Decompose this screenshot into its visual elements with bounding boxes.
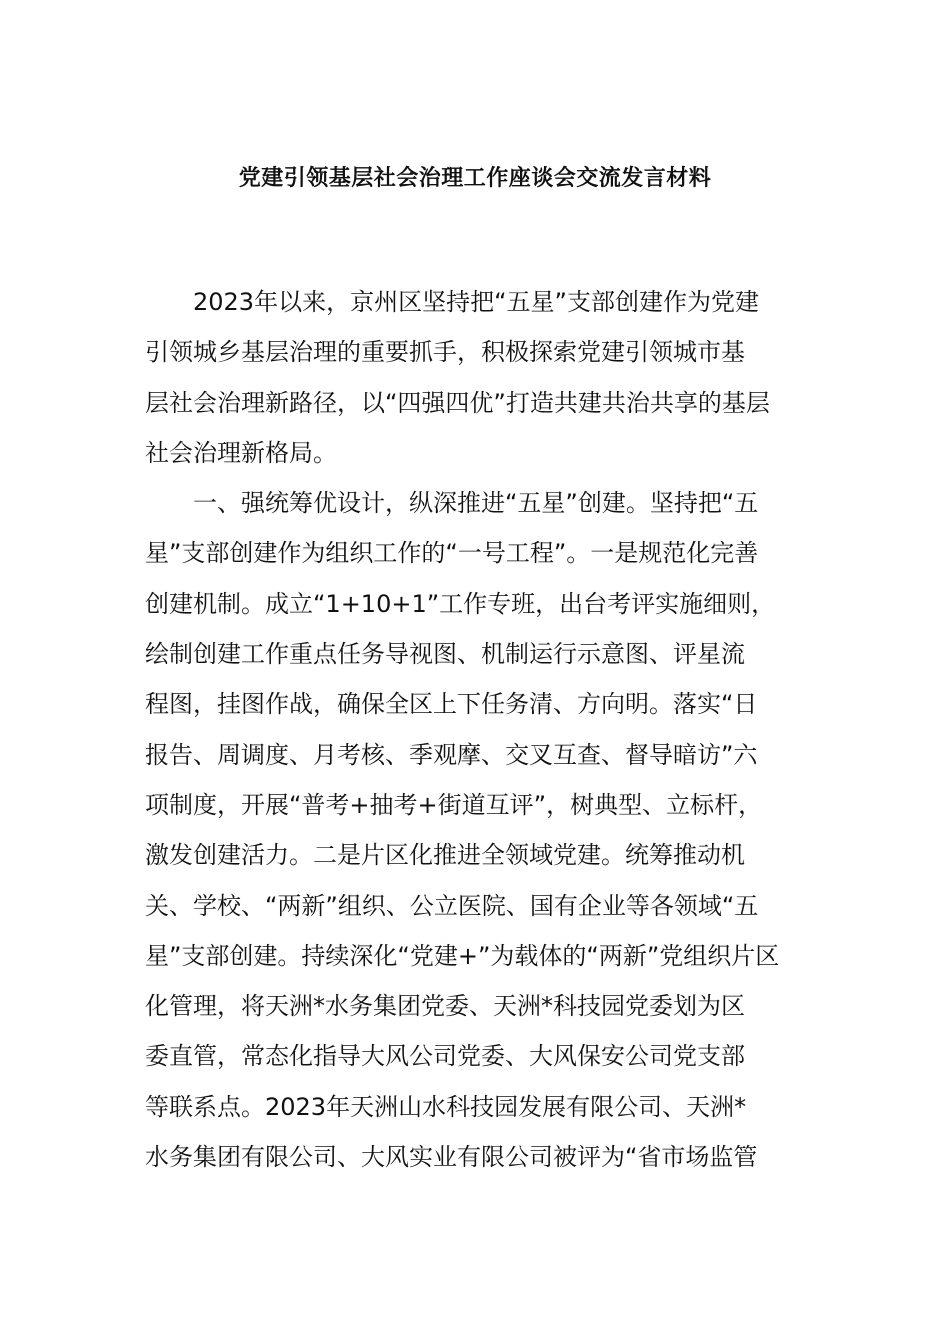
paragraph-2-line-4: 绘制创建工作重点任务导视图、机制运行示意图、评星流 bbox=[145, 640, 745, 669]
paragraph-2-line-7: 项制度，开展“普考+抽考+街道互评”，树典型、立标杆， bbox=[145, 790, 763, 819]
paragraph-1-line-1: 2023年以来，京州区坚持把“五星”支部创建作为党建 bbox=[193, 288, 759, 316]
document-body bbox=[145, 283, 817, 1188]
paragraph-2-line-14: 水务集团有限公司、大风实业有限公司被评为“省市场监管 bbox=[145, 1143, 758, 1172]
paragraph-2-line-12: 委直管，常态化指导大风公司党委、大风保安公司党支部 bbox=[145, 1042, 745, 1071]
paragraph-2-line-9: 关、学校、“两新”组织、公立医院、国有企业等各领域“五 bbox=[145, 891, 759, 920]
paragraph-2-line-11: 化管理，将天洲*水务集团党委、天洲*科技园党委划为区 bbox=[145, 992, 745, 1021]
document-title: 党建引领基层社会治理工作座谈会交流发言材料 bbox=[238, 166, 712, 191]
paragraph-2-line-13: 等联系点。2023年天洲山水科技园发展有限公司、天洲* bbox=[145, 1092, 747, 1121]
paragraph-2-line-2: 星”支部创建作为组织工作的“一号工程”。一是规范化完善 bbox=[145, 539, 759, 568]
paragraph-2-line-3: 创建机制。成立“1+10+1”工作专班，出台考评实施细则， bbox=[145, 589, 776, 618]
paragraph-2-line-10: 星”支部创建。持续深化“党建+”为载体的“两新”党组织片区 bbox=[145, 941, 780, 970]
paragraph-2-line-8: 激发创建活力。二是片区化推进全领域党建。统筹推动机 bbox=[145, 841, 745, 870]
paragraph-2-line-1: 一、强统筹优设计，纵深推进“五星”创建。坚持把“五 bbox=[193, 489, 759, 518]
paragraph-2-line-5: 程图，挂图作战，确保全区上下任务清、方向明。落实“日 bbox=[145, 690, 758, 719]
paragraph-1-line-3: 层社会治理新路径，以“四强四优”打造共建共治共享的基层 bbox=[145, 388, 770, 417]
paragraph-1-line-4: 社会治理新格局。 bbox=[145, 438, 337, 467]
paragraph-1-line-2: 引领城乡基层治理的重要抓手，积极探索党建引领城市基 bbox=[145, 338, 745, 367]
paragraph-2-line-6: 报告、周调度、月考核、季观摩、交叉互查、督导暗访”六 bbox=[145, 740, 758, 769]
